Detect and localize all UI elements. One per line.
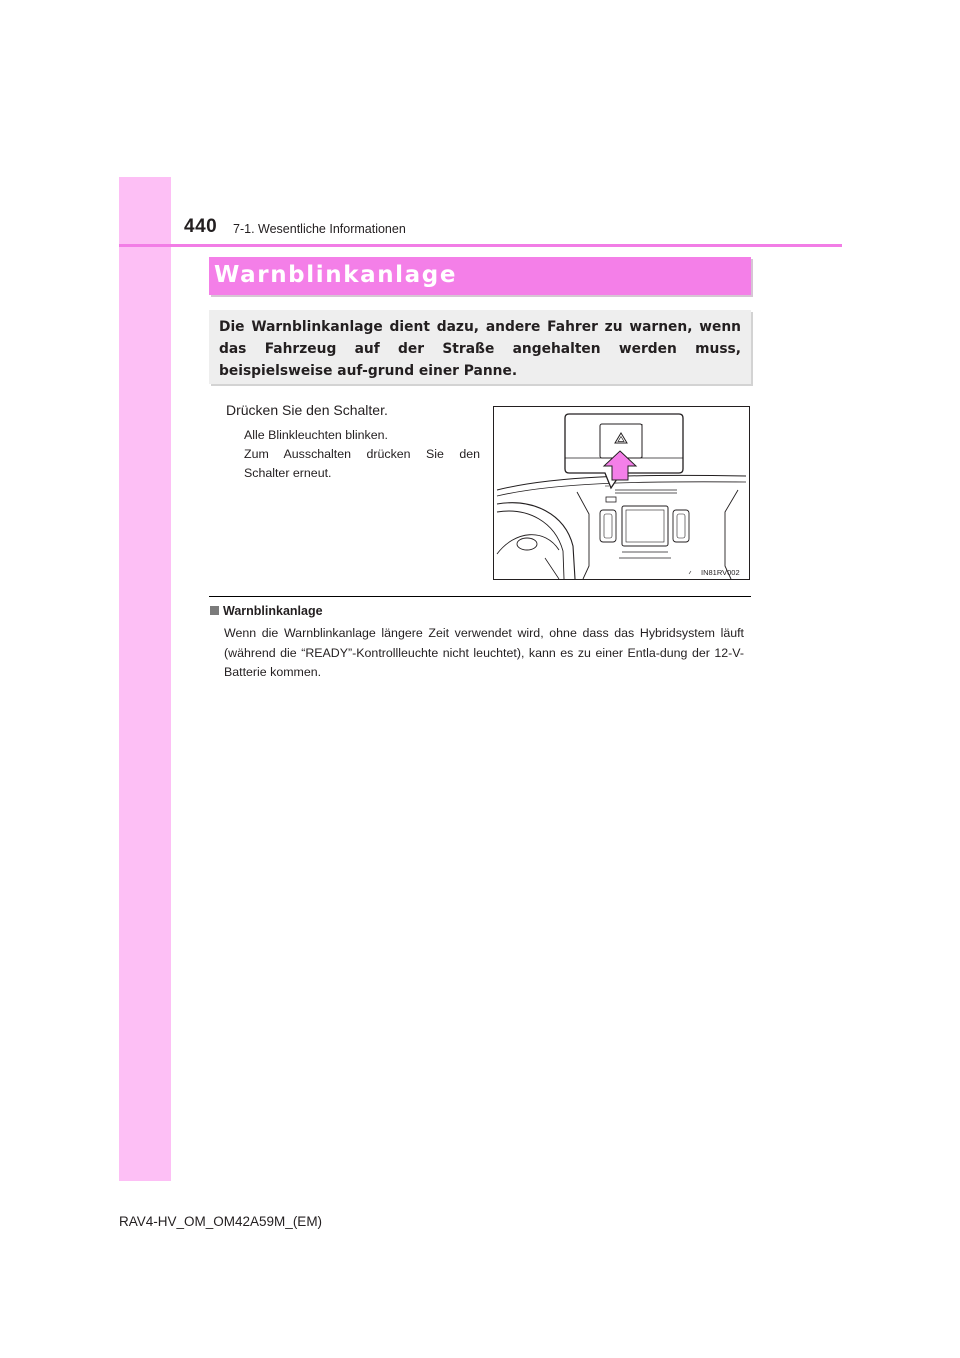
- intro-box: [209, 310, 751, 384]
- bullet-square-icon: [210, 606, 219, 615]
- intro-text: Die Warnblinkanlage dient dazu, andere Fahrer zu warnen, wenn das Fahrzeug auf der Straße angehalten werden muss, beispielsweise auf-grund einer Panne.: [219, 319, 741, 379]
- title-banner: [209, 257, 751, 295]
- hazard-switch-illustration: [493, 406, 750, 580]
- document-code: RAV4-HV_OM_OM42A59M_(EM): [119, 1214, 323, 1229]
- step-off-line2: Schalter erneut.: [244, 466, 332, 480]
- note-text: Wenn die Warnblinkanlage längere Zeit verwendet wird, ohne dass das Hybridsystem läuft (während die “READY”-Kontrollleuchte nicht leuchtet), kann es zu einer Entla-dung der 12-V-Batterie kommen.: [224, 626, 744, 679]
- figure-code: IN81RV002: [701, 568, 740, 577]
- step-details: [244, 426, 480, 483]
- chapter-side-tab: [119, 177, 171, 1181]
- page-title: Warnblinkanlage: [214, 262, 458, 288]
- note-divider: [209, 596, 751, 597]
- step-result: Alle Blinkleuchten blinken.: [244, 428, 388, 442]
- step-off-line1: Zum Ausschalten drücken Sie den: [244, 447, 480, 461]
- note-heading-text: Warnblinkanlage: [223, 604, 323, 618]
- step-instruction: Drücken Sie den Schalter.: [226, 402, 388, 418]
- dashboard-illustration: [493, 406, 750, 580]
- header-rule: [119, 244, 842, 247]
- note-heading: [210, 604, 323, 618]
- section-title: 7-1. Wesentliche Informationen: [233, 222, 406, 236]
- page-number: 440: [184, 216, 218, 237]
